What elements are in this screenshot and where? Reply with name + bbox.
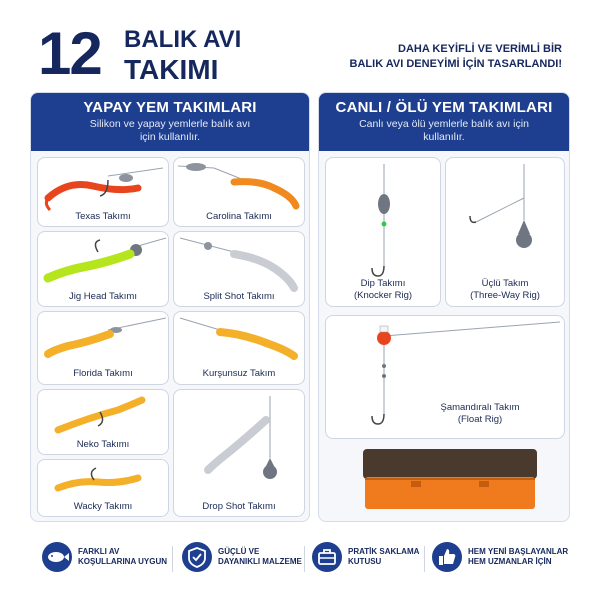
rig-card-texas[interactable] [37,157,169,227]
feature-2-line-2: DAYANIKLI MALZEME [218,557,302,567]
rig-subname-float: (Float Rig) [457,414,503,426]
title-number: 12 [38,20,101,87]
rig-label-florida: Florida Takımı [73,368,133,379]
feature-durable-material [182,538,310,580]
thumbs-up-icon [432,542,462,572]
drop-shot-rig-icon [174,390,306,518]
rig-label-wacky: Wacky Takımı [73,501,133,512]
feature-3-line-2: KUTUSU [348,557,382,567]
rig-card-drop-shot[interactable] [173,389,305,517]
rig-label-dip [326,278,440,303]
right-panel [318,92,570,522]
left-panel-subtitle: Silikon ve yapay yemlerle balık avı için kullanılır. [89,118,251,144]
right-panel-subtitle: Canlı veya ölü yemlerle balık avı için kullanılır. [359,118,529,144]
rig-name-dip: Dip Takımı [360,278,406,289]
rig-label-weightless: Kurşunsuz Takım [202,368,276,379]
tagline [302,42,562,73]
tagline-line-2: BALIK AVI DENEYİMİ İÇİN TASARLANDI! [349,58,562,71]
rig-label-jig-head: Jig Head Takımı [69,291,137,302]
rig-card-dip[interactable] [325,157,441,307]
feature-3-line-1: PRATİK SAKLAMA [348,547,420,556]
feature-1-line-1: FARKLI AV [78,547,120,556]
rig-card-three-way[interactable] [445,157,565,307]
feature-divider [304,546,305,572]
fish-icon [42,542,72,572]
right-panel-title: CANLI / ÖLÜ YEM TAKIMLARI [335,99,553,116]
feature-fishing-conditions [42,538,172,580]
rig-label-split-shot: Split Shot Takımı [203,291,275,302]
rig-name-float: Şamandıralı Takım [440,402,520,413]
toolbox-icon [312,542,342,572]
rig-card-wacky[interactable] [37,459,169,517]
tackle-box-image [355,443,545,517]
left-panel-header [31,93,309,151]
rig-label-float [406,402,554,427]
feature-divider [424,546,425,572]
rig-label-texas: Texas Takımı [75,211,131,222]
rig-label-carolina: Carolina Takımı [206,211,272,222]
feature-4-line-1: HEM YENİ BAŞLAYANLAR [468,547,569,556]
rig-label-drop-shot: Drop Shot Takımı [202,501,276,512]
feature-all-levels [432,538,582,580]
rig-subname-three-way: (Three-Way Rig) [470,290,540,302]
right-panel-header [319,93,569,151]
rig-label-three-way [446,278,564,303]
left-panel [30,92,310,522]
rig-card-neko[interactable] [37,389,169,455]
title-line-1: BALIK AVI [124,26,242,53]
tagline-line-1: DAHA KEYİFLİ VE VERİMLİ BİR [398,43,562,55]
left-panel-title: YAPAY YEM TAKIMLARI [83,99,257,116]
rig-name-three-way: Üçlü Takım [481,278,529,289]
rig-subname-dip: (Knocker Rig) [353,290,413,302]
tackle-box-icon [355,443,545,517]
rig-card-carolina[interactable] [173,157,305,227]
feature-divider [172,546,173,572]
title-line-2: TAKIMI [124,54,219,85]
feature-1-line-2: KOŞULLARINA UYGUN [78,557,168,567]
feature-2-line-1: GÜÇLÜ VE [218,547,260,556]
header [0,0,600,92]
rig-card-weightless[interactable] [173,311,305,385]
feature-storage-box [312,538,430,580]
rig-card-florida[interactable] [37,311,169,385]
rig-card-float[interactable] [325,315,565,439]
rig-label-neko: Neko Takımı [76,439,130,450]
rig-card-split-shot[interactable] [173,231,305,307]
feature-4-line-2: HEM UZMANLAR İÇİN [468,557,552,567]
rig-card-jig-head[interactable] [37,231,169,307]
shield-check-icon [182,542,212,572]
features-bar [0,538,600,580]
